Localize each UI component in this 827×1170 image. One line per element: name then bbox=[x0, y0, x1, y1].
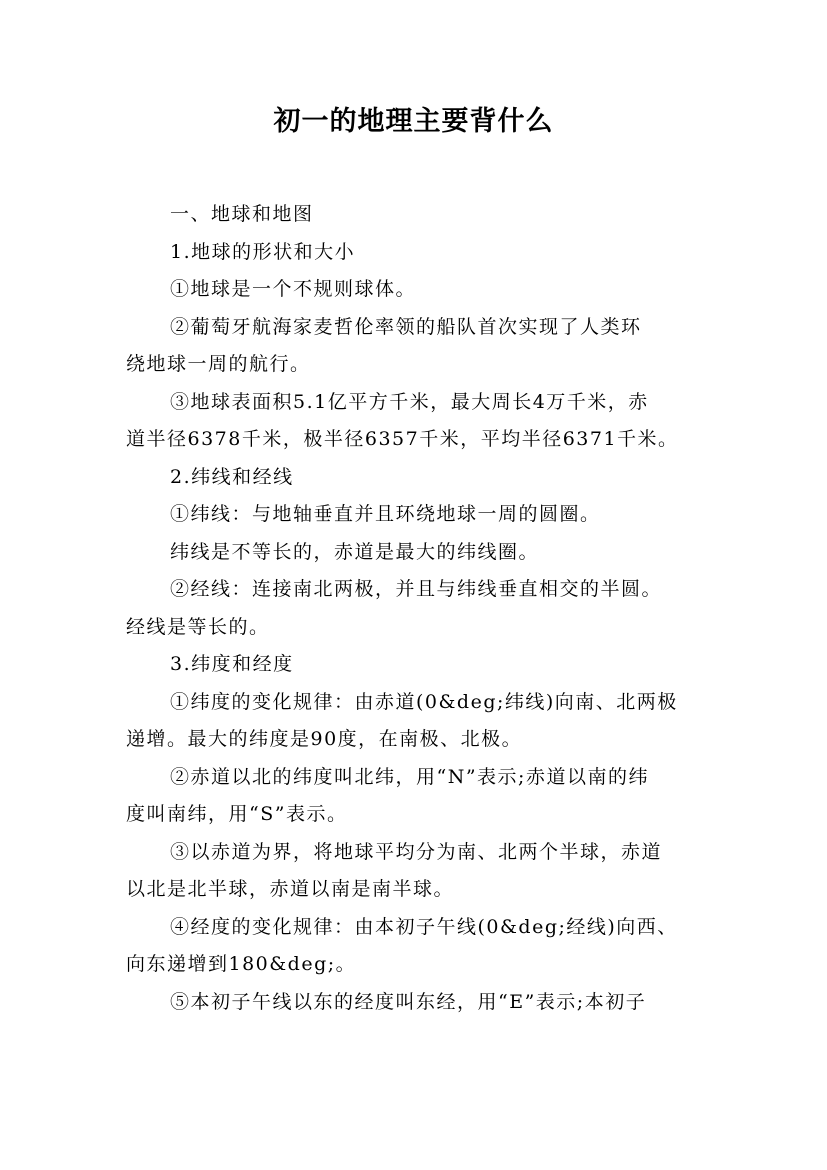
text-line: 经线是等长的。 bbox=[126, 615, 270, 638]
text-line: ⑤本初子午线以东的经度叫东经，用“E”表示;本初子 bbox=[170, 990, 647, 1013]
text-line: 向东递增到180&deg;。 bbox=[126, 953, 357, 975]
text-line: 绕地球一周的航行。 bbox=[126, 353, 311, 375]
text-line: ①地球是一个不规则球体。 bbox=[170, 278, 417, 300]
text-line: ④经度的变化规律：由本初子午线(0&deg;经线)向西、 bbox=[170, 915, 678, 938]
text-line: 一、地球和地图 bbox=[170, 203, 314, 225]
document-title: 初一的地理主要背什么 bbox=[273, 106, 554, 137]
text-line: 度叫南纬，用“S”表示。 bbox=[126, 803, 348, 825]
text-line: ③地球表面积5.1亿平方千米，最大周长4万千米，赤 bbox=[170, 390, 649, 413]
text-line: ②葡萄牙航海家麦哲伦率领的船队首次实现了人类环 bbox=[170, 315, 642, 338]
text-line: 纬线是不等长的，赤道是最大的纬线圈。 bbox=[170, 540, 540, 563]
text-line: ①纬线：与地轴垂直并且环绕地球一周的圆圈。 bbox=[170, 503, 601, 525]
text-line: ③以赤道为界，将地球平均分为南、北两个半球，赤道 bbox=[170, 840, 663, 863]
document-body bbox=[126, 196, 716, 1021]
text-line: 2.纬线和经线 bbox=[170, 465, 294, 488]
text-line: ②赤道以北的纬度叫北纬，用“N”表示;赤道以南的纬 bbox=[170, 765, 649, 788]
text-line: 以北是北半球，赤道以南是南半球。 bbox=[126, 878, 455, 900]
text-line: ②经线：连接南北两极，并且与纬线垂直相交的半圆。 bbox=[170, 578, 663, 600]
text-line: ①纬度的变化规律：由赤道(0&deg;纬线)向南、北两极 bbox=[170, 690, 678, 713]
text-line: 递增。最大的纬度是90度，在南极、北极。 bbox=[126, 728, 523, 750]
text-line: 道半径6378千米，极半径6357千米，平均半径6371千米。 bbox=[126, 428, 679, 450]
text-line: 1.地球的形状和大小 bbox=[170, 240, 356, 263]
text-line: 3.纬度和经度 bbox=[170, 653, 294, 675]
